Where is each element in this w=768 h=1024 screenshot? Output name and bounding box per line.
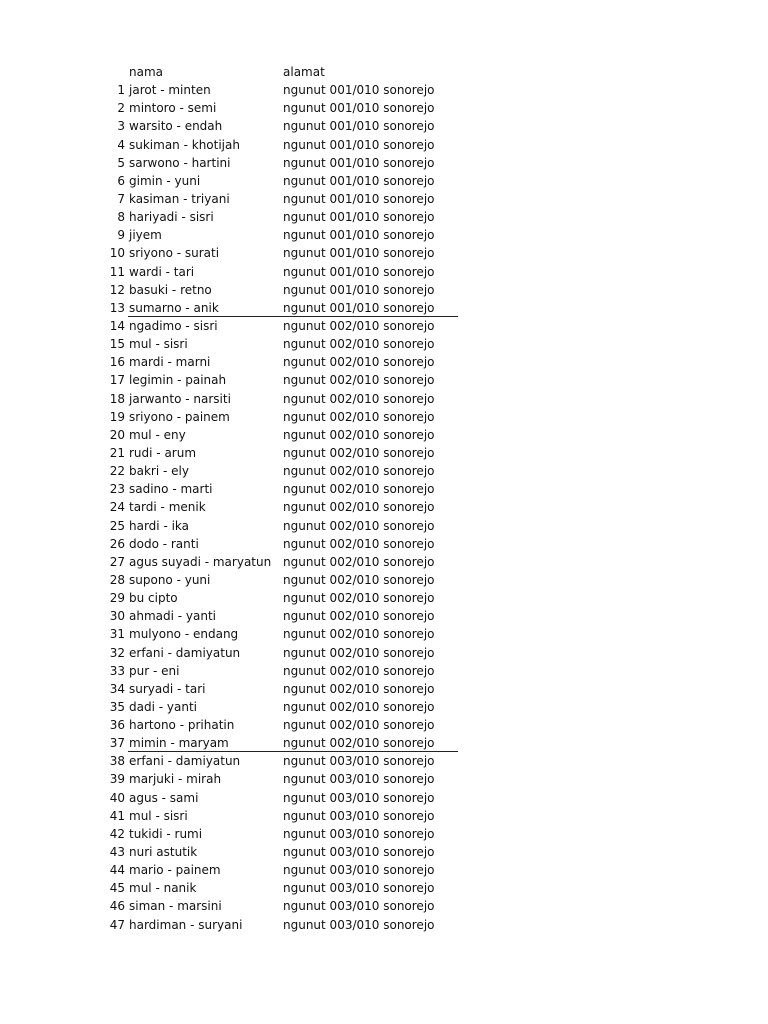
resident-name: erfani - damiyatun <box>129 645 241 660</box>
table-row <box>0 716 768 734</box>
row-number: 36 <box>109 718 125 733</box>
resident-name: bu cipto <box>129 591 178 606</box>
resident-name: jarot - minten <box>129 83 211 98</box>
row-number: 30 <box>109 609 125 624</box>
resident-address: ngunut 001/010 sonorejo <box>283 246 435 261</box>
table-row <box>0 299 768 317</box>
row-number: 42 <box>109 826 125 841</box>
table-row <box>0 208 768 226</box>
table-row <box>0 843 768 861</box>
row-number: 27 <box>109 554 125 569</box>
row-number: 37 <box>109 736 125 751</box>
resident-address: ngunut 002/010 sonorejo <box>283 355 435 370</box>
row-number: 7 <box>117 191 125 206</box>
table-row <box>0 861 768 879</box>
resident-address: ngunut 001/010 sonorejo <box>283 83 435 98</box>
table-row <box>0 553 768 571</box>
resident-name: wardi - tari <box>129 264 195 279</box>
resident-address: ngunut 001/010 sonorejo <box>283 300 435 315</box>
resident-address: ngunut 002/010 sonorejo <box>283 536 435 551</box>
address-column-header: alamat <box>283 65 325 79</box>
resident-address: ngunut 003/010 sonorejo <box>283 863 435 878</box>
resident-list-sheet <box>0 63 768 934</box>
row-number: 8 <box>117 210 125 225</box>
resident-name: sadino - marti <box>129 482 213 497</box>
row-number: 3 <box>117 119 125 134</box>
header-row <box>0 63 768 81</box>
row-number: 1 <box>117 83 125 98</box>
resident-address: ngunut 003/010 sonorejo <box>283 772 435 787</box>
resident-address: ngunut 002/010 sonorejo <box>283 627 435 642</box>
resident-address: ngunut 002/010 sonorejo <box>283 718 435 733</box>
resident-address: ngunut 002/010 sonorejo <box>283 337 435 352</box>
row-number: 5 <box>117 155 125 170</box>
resident-name: jiyem <box>129 228 162 243</box>
resident-address: ngunut 002/010 sonorejo <box>283 591 435 606</box>
table-row <box>0 136 768 154</box>
resident-address: ngunut 002/010 sonorejo <box>283 554 435 569</box>
resident-name: kasiman - triyani <box>129 191 230 206</box>
resident-address: ngunut 001/010 sonorejo <box>283 228 435 243</box>
resident-address: ngunut 003/010 sonorejo <box>283 845 435 860</box>
resident-name: supono - yuni <box>129 572 211 587</box>
row-number: 16 <box>109 355 125 370</box>
row-number: 26 <box>109 536 125 551</box>
table-row <box>0 734 768 752</box>
resident-address: ngunut 002/010 sonorejo <box>283 409 435 424</box>
row-number: 46 <box>109 899 125 914</box>
table-row <box>0 680 768 698</box>
row-number: 6 <box>117 173 125 188</box>
resident-address: ngunut 002/010 sonorejo <box>283 736 435 751</box>
resident-address: ngunut 002/010 sonorejo <box>283 681 435 696</box>
table-row <box>0 263 768 281</box>
resident-address: ngunut 003/010 sonorejo <box>283 917 435 932</box>
resident-name: basuki - retno <box>129 282 212 297</box>
table-row <box>0 807 768 825</box>
resident-address: ngunut 001/010 sonorejo <box>283 210 435 225</box>
row-number: 32 <box>109 645 125 660</box>
resident-name: mulyono - endang <box>129 627 239 642</box>
row-number: 15 <box>109 337 125 352</box>
table-row <box>0 426 768 444</box>
resident-name: sriyono - surati <box>129 246 220 261</box>
row-number: 40 <box>109 790 125 805</box>
resident-name: sukiman - khotijah <box>129 137 240 152</box>
row-number: 22 <box>109 464 125 479</box>
table-row <box>0 317 768 335</box>
resident-address: ngunut 003/010 sonorejo <box>283 826 435 841</box>
row-number: 4 <box>117 137 125 152</box>
row-number: 23 <box>109 482 125 497</box>
resident-address: ngunut 002/010 sonorejo <box>283 464 435 479</box>
table-row <box>0 770 768 788</box>
resident-name: hartono - prihatin <box>129 718 235 733</box>
resident-address: ngunut 001/010 sonorejo <box>283 264 435 279</box>
table-row <box>0 117 768 135</box>
resident-name: sumarno - anik <box>129 300 219 315</box>
resident-name: mul - sisri <box>129 337 188 352</box>
resident-name: mul - sisri <box>129 808 188 823</box>
row-number: 41 <box>109 808 125 823</box>
table-row <box>0 825 768 843</box>
resident-address: ngunut 001/010 sonorejo <box>283 101 435 116</box>
resident-name: suryadi - tari <box>129 681 206 696</box>
table-row <box>0 154 768 172</box>
resident-name: jarwanto - narsiti <box>129 391 231 406</box>
row-number: 33 <box>109 663 125 678</box>
table-row <box>0 498 768 516</box>
resident-address: ngunut 002/010 sonorejo <box>283 373 435 388</box>
resident-address: ngunut 001/010 sonorejo <box>283 191 435 206</box>
table-row <box>0 81 768 99</box>
table-row <box>0 462 768 480</box>
table-row <box>0 353 768 371</box>
resident-address: ngunut 002/010 sonorejo <box>283 645 435 660</box>
resident-address: ngunut 002/010 sonorejo <box>283 572 435 587</box>
row-number: 10 <box>109 246 125 261</box>
row-number: 31 <box>109 627 125 642</box>
table-row <box>0 644 768 662</box>
table-row <box>0 916 768 934</box>
resident-address: ngunut 001/010 sonorejo <box>283 155 435 170</box>
resident-address: ngunut 001/010 sonorejo <box>283 282 435 297</box>
table-row <box>0 571 768 589</box>
resident-address: ngunut 002/010 sonorejo <box>283 699 435 714</box>
table-row <box>0 281 768 299</box>
row-number: 44 <box>109 863 125 878</box>
row-number: 17 <box>109 373 125 388</box>
table-row <box>0 698 768 716</box>
table-row <box>0 444 768 462</box>
table-row <box>0 589 768 607</box>
row-number: 43 <box>109 845 125 860</box>
resident-address: ngunut 002/010 sonorejo <box>283 427 435 442</box>
resident-address: ngunut 001/010 sonorejo <box>283 137 435 152</box>
table-row <box>0 662 768 680</box>
row-number: 39 <box>109 772 125 787</box>
row-number: 45 <box>109 881 125 896</box>
resident-name: mintoro - semi <box>129 101 217 116</box>
resident-name: mul - eny <box>129 427 186 442</box>
resident-name: mardi - marni <box>129 355 211 370</box>
resident-name: ngadimo - sisri <box>129 318 218 333</box>
resident-address: ngunut 003/010 sonorejo <box>283 790 435 805</box>
row-number: 18 <box>109 391 125 406</box>
resident-name: tukidi - rumi <box>129 826 203 841</box>
resident-name: rudi - arum <box>129 445 197 460</box>
row-number: 12 <box>109 282 125 297</box>
resident-address: ngunut 003/010 sonorejo <box>283 881 435 896</box>
table-row <box>0 390 768 408</box>
table-row <box>0 226 768 244</box>
resident-name: warsito - endah <box>129 119 223 134</box>
resident-address: ngunut 002/010 sonorejo <box>283 445 435 460</box>
resident-address: ngunut 003/010 sonorejo <box>283 754 435 769</box>
row-number: 35 <box>109 699 125 714</box>
resident-address: ngunut 003/010 sonorejo <box>283 899 435 914</box>
table-row <box>0 879 768 897</box>
row-number: 38 <box>109 754 125 769</box>
table-row <box>0 789 768 807</box>
resident-name: ahmadi - yanti <box>129 609 217 624</box>
table-row <box>0 517 768 535</box>
row-number: 25 <box>109 518 125 533</box>
resident-name: agus - sami <box>129 790 199 805</box>
row-number: 47 <box>109 917 125 932</box>
table-row <box>0 607 768 625</box>
name-column-header: nama <box>129 65 164 79</box>
table-row <box>0 480 768 498</box>
table-row <box>0 335 768 353</box>
resident-name: marjuki - mirah <box>129 772 222 787</box>
resident-name: gimin - yuni <box>129 173 201 188</box>
resident-name: siman - marsini <box>129 899 222 914</box>
row-number: 28 <box>109 572 125 587</box>
table-row <box>0 752 768 770</box>
row-number: 19 <box>109 409 125 424</box>
resident-address: ngunut 002/010 sonorejo <box>283 500 435 515</box>
row-number: 9 <box>117 228 125 243</box>
resident-name: erfani - damiyatun <box>129 754 241 769</box>
row-number: 13 <box>109 300 125 315</box>
table-row <box>0 244 768 262</box>
row-number: 24 <box>109 500 125 515</box>
resident-address: ngunut 003/010 sonorejo <box>283 808 435 823</box>
resident-name: legimin - painah <box>129 373 227 388</box>
table-row <box>0 408 768 426</box>
table-row <box>0 625 768 643</box>
resident-name: agus suyadi - maryatun <box>129 554 272 569</box>
resident-address: ngunut 002/010 sonorejo <box>283 391 435 406</box>
row-number: 21 <box>109 445 125 460</box>
table-row <box>0 535 768 553</box>
table-row <box>0 897 768 915</box>
row-number: 14 <box>109 318 125 333</box>
row-number: 11 <box>109 264 125 279</box>
resident-address: ngunut 002/010 sonorejo <box>283 482 435 497</box>
resident-name: bakri - ely <box>129 464 189 479</box>
resident-name: hariyadi - sisri <box>129 210 214 225</box>
resident-address: ngunut 001/010 sonorejo <box>283 173 435 188</box>
resident-name: mul - nanik <box>129 881 197 896</box>
row-number: 2 <box>117 101 125 116</box>
resident-name: sriyono - painem <box>129 409 230 424</box>
resident-name: mimin - maryam <box>129 736 229 751</box>
resident-name: dadi - yanti <box>129 699 197 714</box>
resident-address: ngunut 002/010 sonorejo <box>283 518 435 533</box>
resident-address: ngunut 002/010 sonorejo <box>283 663 435 678</box>
row-number: 29 <box>109 591 125 606</box>
resident-name: nuri astutik <box>129 845 198 860</box>
table-row <box>0 371 768 389</box>
resident-name: dodo - ranti <box>129 536 199 551</box>
resident-name: hardi - ika <box>129 518 190 533</box>
resident-name: sarwono - hartini <box>129 155 231 170</box>
table-row <box>0 172 768 190</box>
resident-address: ngunut 001/010 sonorejo <box>283 119 435 134</box>
resident-name: pur - eni <box>129 663 180 678</box>
row-number: 34 <box>109 681 125 696</box>
resident-name: mario - painem <box>129 863 221 878</box>
table-row <box>0 190 768 208</box>
resident-name: hardiman - suryani <box>129 917 243 932</box>
table-row <box>0 99 768 117</box>
resident-address: ngunut 002/010 sonorejo <box>283 609 435 624</box>
row-number: 20 <box>109 427 125 442</box>
resident-address: ngunut 002/010 sonorejo <box>283 318 435 333</box>
resident-name: tardi - menik <box>129 500 206 515</box>
resident-rows <box>0 81 768 934</box>
